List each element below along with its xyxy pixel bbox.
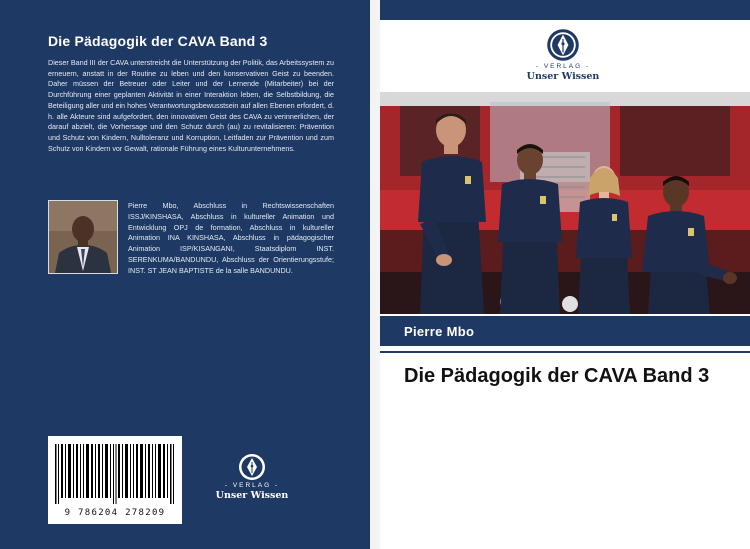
cover-photo bbox=[380, 92, 750, 314]
author-band bbox=[380, 316, 750, 346]
back-cover-title: Die Pädagogik der CAVA Band 3 bbox=[48, 33, 268, 49]
book-blurb: Dieser Band III der CAVA unterstreicht die Unterstützung der Politik, das Arbeitssystem zu erneuern, anstatt in der Routine zu leben und den konservativen Geist zu beenden. Daher müssen der Betreuer oder Leiter und der Lernende (Mitarbeiter) bei der Durchführung einer geplanten Aktivität in einer Interaktion leben, die Selbstbildung, die Beteiligung aller und ein hohes Verantwortungsbewusstsein auf allen Ebenen erfordert, d. h. alle Akteure sind aufgefordert, den innovativen Geist des CAVA zu verinnerlichen, der darauf abzielt, die Vorhersage und den Schutz durch (au) zu revitalisieren: Prävention und Schutz von Kindern, Nulltoleranz und Korruption, Leitfaden zur Prävention und zum Schutz von Kindern vor Gewalt, rationale Führung eines Kulturunternehmens. bbox=[48, 58, 334, 153]
author-bio: Pierre Mbo, Abschluss in Rechtswissenschaften ISSJ/KINSHASA, Abschluss in kultureller Animation und Entwicklung OPJ de formation, Abschluss in kultureller Animation INA KINSHASA, Abschluss in pädagogischer Animation ISP/KISANGANI, Staatsdiplom INST. SERENKUMA/BANDUNDU, Abschluss der Orientierungsstufe; INST. ST JEAN BAPTISTE de la salle BANDUNDU. bbox=[128, 201, 334, 275]
isbn-number: 9 786204 278209 bbox=[64, 508, 166, 518]
author-portrait bbox=[48, 200, 118, 274]
fountain-pen-nib-icon bbox=[546, 28, 580, 62]
author-name: Pierre Mbo bbox=[404, 324, 475, 339]
publisher-name: Unser Wissen bbox=[526, 71, 600, 82]
barcode-icon bbox=[55, 444, 175, 504]
divider-line bbox=[380, 351, 750, 353]
publisher-verlag-label: - VERLAG - bbox=[535, 63, 591, 70]
isbn-barcode bbox=[48, 436, 182, 524]
author-portrait-icon bbox=[49, 201, 117, 273]
fountain-pen-nib-icon bbox=[238, 453, 266, 481]
front-top-bar bbox=[380, 0, 750, 20]
book-spine bbox=[370, 0, 380, 549]
publisher-logo-front bbox=[521, 28, 605, 82]
back-cover bbox=[0, 0, 370, 549]
book-title: Die Pädagogik der CAVA Band 3 bbox=[404, 365, 710, 387]
publisher-logo-back bbox=[212, 453, 292, 501]
publisher-name: Unser Wissen bbox=[215, 490, 289, 501]
front-cover bbox=[380, 0, 750, 549]
publisher-verlag-label: - VERLAG - bbox=[224, 482, 280, 489]
firefighters-group-photo bbox=[380, 92, 750, 314]
